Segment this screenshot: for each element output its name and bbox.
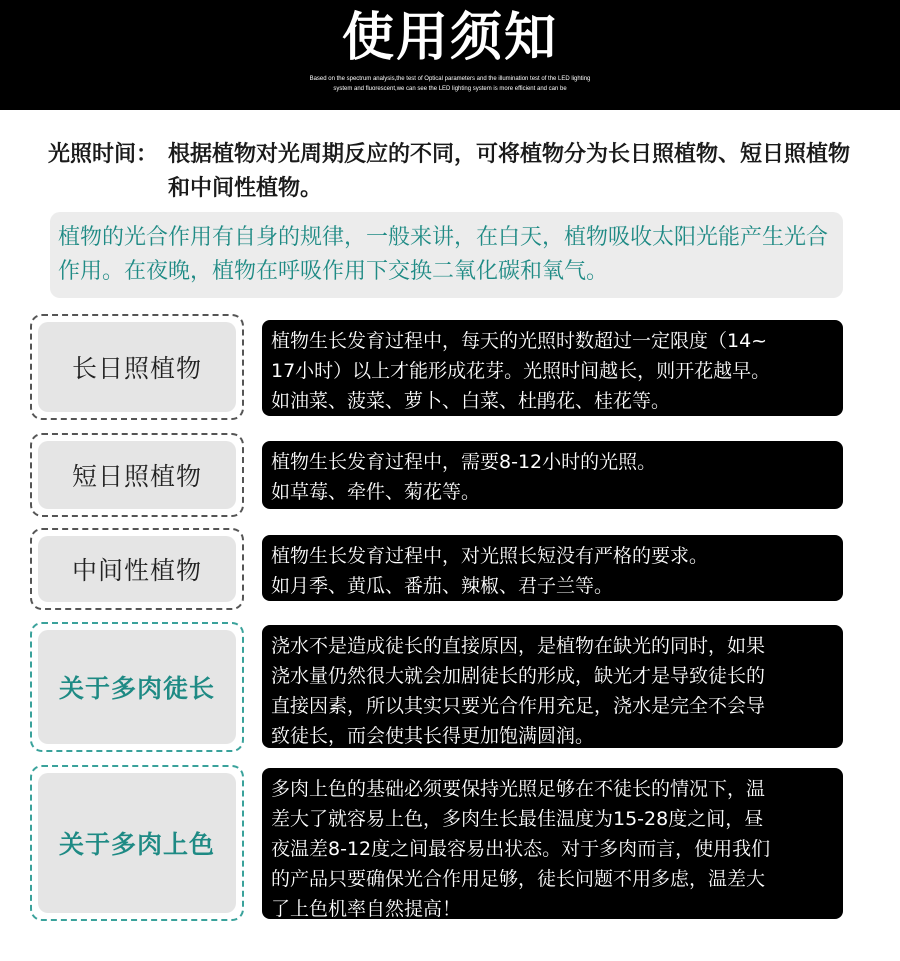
desc-line: 了上色机率自然提高！ (271, 898, 462, 920)
header-subtitle-line: Based on the spectrum analysis,the test of Optical parameters and the illumination test of the LED lighting (309, 76, 591, 82)
desc-short-day-plants (262, 441, 843, 509)
tag-inner (38, 536, 236, 602)
tag-succulent-coloring (30, 765, 244, 921)
tag-label: 关于多肉上色 (58, 830, 215, 859)
tag-label: 中间性植物 (71, 556, 202, 585)
header-banner (0, 0, 900, 110)
tag-inner (38, 630, 236, 744)
tag-inner (38, 773, 236, 913)
desc-succulent-coloring (262, 768, 843, 919)
desc-line: 17小时）以上才能形成花芽。光照时间越长，则开花越早。 (271, 360, 771, 382)
tag-label: 关于多肉徒长 (58, 674, 215, 703)
desc-line: 如月季、黄瓜、番茄、辣椒、君子兰等。 (271, 575, 614, 597)
desc-line: 植物生长发育过程中，需要8-12小时的光照。 (271, 451, 657, 473)
desc-line: 夜温差8-12度之间最容易出状态。对于多肉而言，使用我们 (271, 838, 771, 860)
desc-succulent-legginess (262, 625, 843, 748)
desc-line: 如草莓、牵件、菊花等。 (271, 481, 481, 503)
desc-line: 植物生长发育过程中，对光照长短没有严格的要求。 (271, 545, 709, 567)
desc-day-neutral-plants (262, 535, 843, 601)
tag-long-day-plants (30, 314, 244, 420)
desc-line: 浇水不是造成徒长的直接原因，是植物在缺光的同时，如果 (271, 635, 766, 657)
desc-line: 致徒长，而会使其长得更加饱满圆润。 (271, 725, 595, 747)
tag-short-day-plants (30, 433, 244, 517)
tag-label: 长日照植物 (71, 354, 202, 383)
note-text: 植物的光合作用有自身的规律，一般来讲，在白天，植物吸收太阳光能产生光合作用。在夜晚，植物在呼吸作用下交换二氧化碳和氧气。 (58, 225, 829, 284)
tag-day-neutral-plants (30, 528, 244, 610)
intro-text: 根据植物对光周期反应的不同，可将植物分为长日照植物、短日照植物和中间性植物。 (168, 142, 851, 201)
header-subtitle-line: system and fluorescent,we can see the LED lighting system is more efficient and can be (333, 86, 567, 92)
desc-line: 植物生长发育过程中，每天的光照时数超过一定限度（14~ (271, 330, 768, 352)
desc-line: 浇水量仍然很大就会加剧徒长的形成，缺光才是导致徒长的 (271, 665, 766, 687)
tag-label: 短日照植物 (71, 462, 202, 491)
page-title: 使用须知 (341, 8, 558, 68)
desc-long-day-plants (262, 320, 843, 416)
header-subtitle (270, 74, 630, 94)
desc-line: 多肉上色的基础必须要保持光照足够在不徒长的情况下，温 (271, 778, 766, 800)
note-box (50, 212, 843, 298)
tag-succulent-legginess (30, 622, 244, 752)
tag-inner (38, 322, 236, 412)
desc-line: 的产品只要确保光合作用足够，徒长问题不用多虑，温差大 (271, 868, 766, 890)
intro-label: 光照时间： (48, 142, 159, 167)
tag-inner (38, 441, 236, 509)
desc-line: 差大了就容易上色，多肉生长最佳温度为15-28度之间，昼 (271, 808, 764, 830)
desc-line: 直接因素，所以其实只要光合作用充足，浇水是完全不会导 (271, 695, 766, 717)
desc-line: 如油菜、菠菜、萝卜、白菜、杜鹃花、桂花等。 (271, 390, 671, 412)
